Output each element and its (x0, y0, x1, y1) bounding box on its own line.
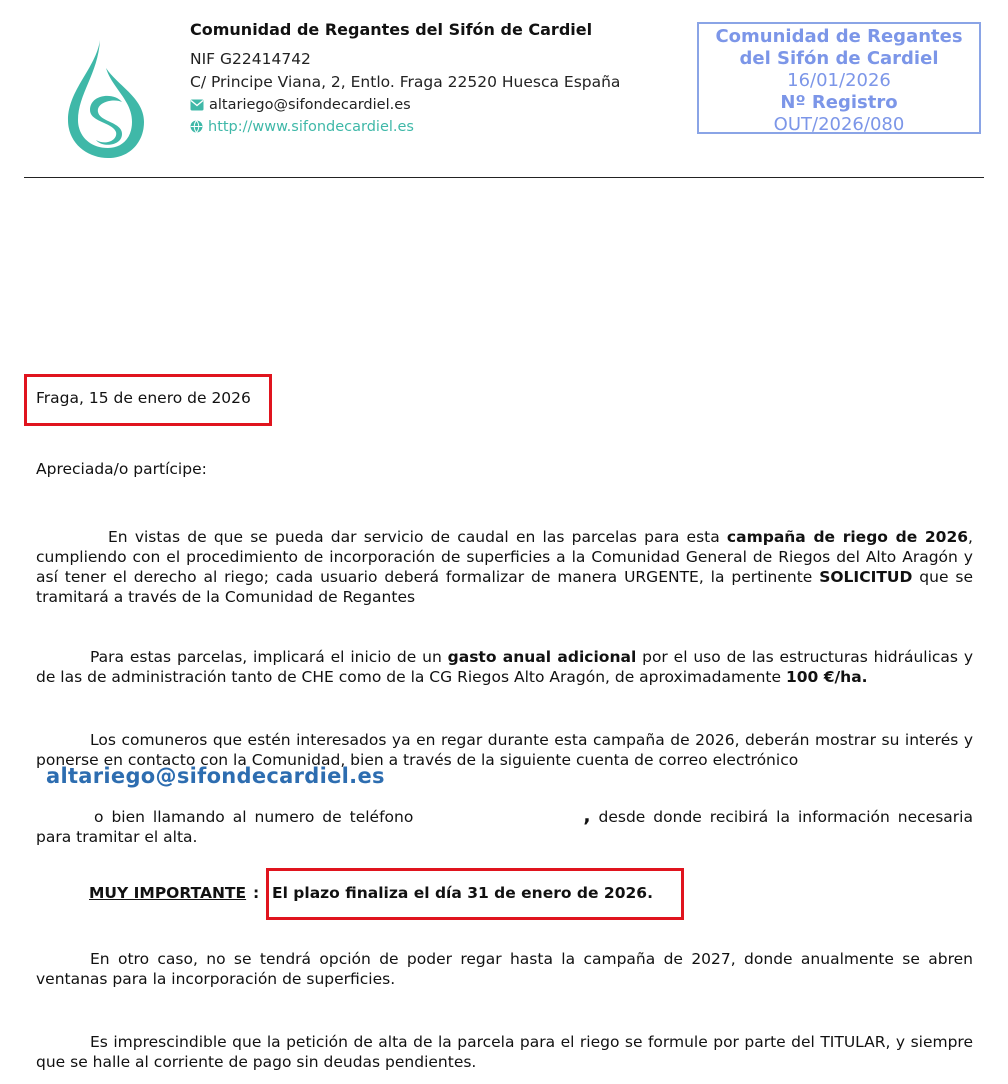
p5-text: En otro caso, no se tendrá opción de poder regar hasta la campaña de 2027, donde anualmente se abren ventanas para la incorporación de superficies. (36, 950, 973, 988)
p1-campaign: campaña de riego de 2026 (726, 528, 969, 546)
org-name: Comunidad de Regantes del Sifón de Cardiel (190, 20, 593, 39)
p2-text-a: Para estas parcelas, implicará el inicio de un (90, 648, 448, 666)
paragraph-2 (36, 647, 973, 687)
p1-text-a: En vistas de que se pueda dar servicio de caudal en las parcelas para esta (108, 528, 727, 546)
paragraph-4 (36, 806, 973, 847)
paragraph-5 (36, 949, 973, 989)
p4-text-b: desde donde recibirá la información necesaria para tramitar el alta. (36, 808, 973, 846)
p1-solicitud: SOLICITUD (819, 568, 913, 586)
address: C/ Principe Viana, 2, Entlo. Fraga 22520 Huesca España (190, 73, 621, 91)
greeting: Apreciada/o partícipe: (36, 460, 207, 478)
header-email-line (190, 97, 411, 113)
registry-stamp (697, 22, 981, 134)
stamp-reg-number: OUT/2026/080 (773, 114, 905, 135)
envelope-icon (190, 99, 204, 111)
contact-email-link[interactable]: altariego@sifondecardiel.es (46, 764, 385, 788)
p1-text-c: , cumpliendo con el procedimiento de incorporación de superficies a la Comunidad General de Riegos del Alto Aragón y así tener el derecho al riego; cada usuario deberá formalizar de manera URGENTE, la pertinente (36, 528, 973, 586)
p4-text-a: o bien llamando al numero de teléfono (94, 808, 414, 826)
nif: NIF G22414742 (190, 50, 311, 68)
header-website-line (190, 119, 414, 135)
stamp-line1: Comunidad de Regantes (715, 26, 963, 47)
paragraph-6 (36, 1032, 973, 1072)
important-colon: : (253, 884, 260, 902)
important-label (89, 884, 246, 902)
letter-date: Fraga, 15 de enero de 2026 (36, 389, 251, 407)
p1-text-e: que se tramitará a través de la Comunidad de Regantes (36, 568, 973, 606)
water-drop-logo-icon (60, 38, 152, 162)
stamp-date: 16/01/2026 (787, 70, 891, 91)
header-divider (24, 177, 984, 178)
p2-additional-cost: gasto anual adicional (447, 648, 637, 666)
header-email[interactable]: altariego@sifondecardiel.es (209, 97, 411, 113)
p4-comma: , (583, 805, 591, 827)
p2-price: 100 €/ha. (785, 668, 868, 686)
p6-text: Es imprescindible que la petición de alta de la parcela para el riego se formule por parte del TITULAR, y siempre que se halle al corriente de pago sin deudas pendientes. (36, 1033, 973, 1071)
stamp-line2: del Sifón de Cardiel (739, 48, 939, 69)
p3-text: Los comuneros que estén interesados ya en regar durante esta campaña de 2026, deberán mostrar su interés y ponerse en contacto con la Comunidad, bien a través de la siguiente cuenta de correo electrónico (36, 731, 973, 769)
p2-text-c: por el uso de las estructuras hidráulicas y de las de administración tanto de CHE como de la CG Riegos Alto Aragón, de aproximadamente (36, 648, 974, 686)
important-label-text: MUY IMPORTANTE (89, 884, 247, 902)
paragraph-1 (36, 527, 973, 607)
stamp-reg-label: Nº Registro (780, 92, 898, 113)
deadline-text: El plazo finaliza el día 31 de enero de 2026. (272, 884, 653, 902)
globe-icon (190, 120, 203, 133)
header-website-link[interactable]: http://www.sifondecardiel.es (208, 119, 414, 135)
